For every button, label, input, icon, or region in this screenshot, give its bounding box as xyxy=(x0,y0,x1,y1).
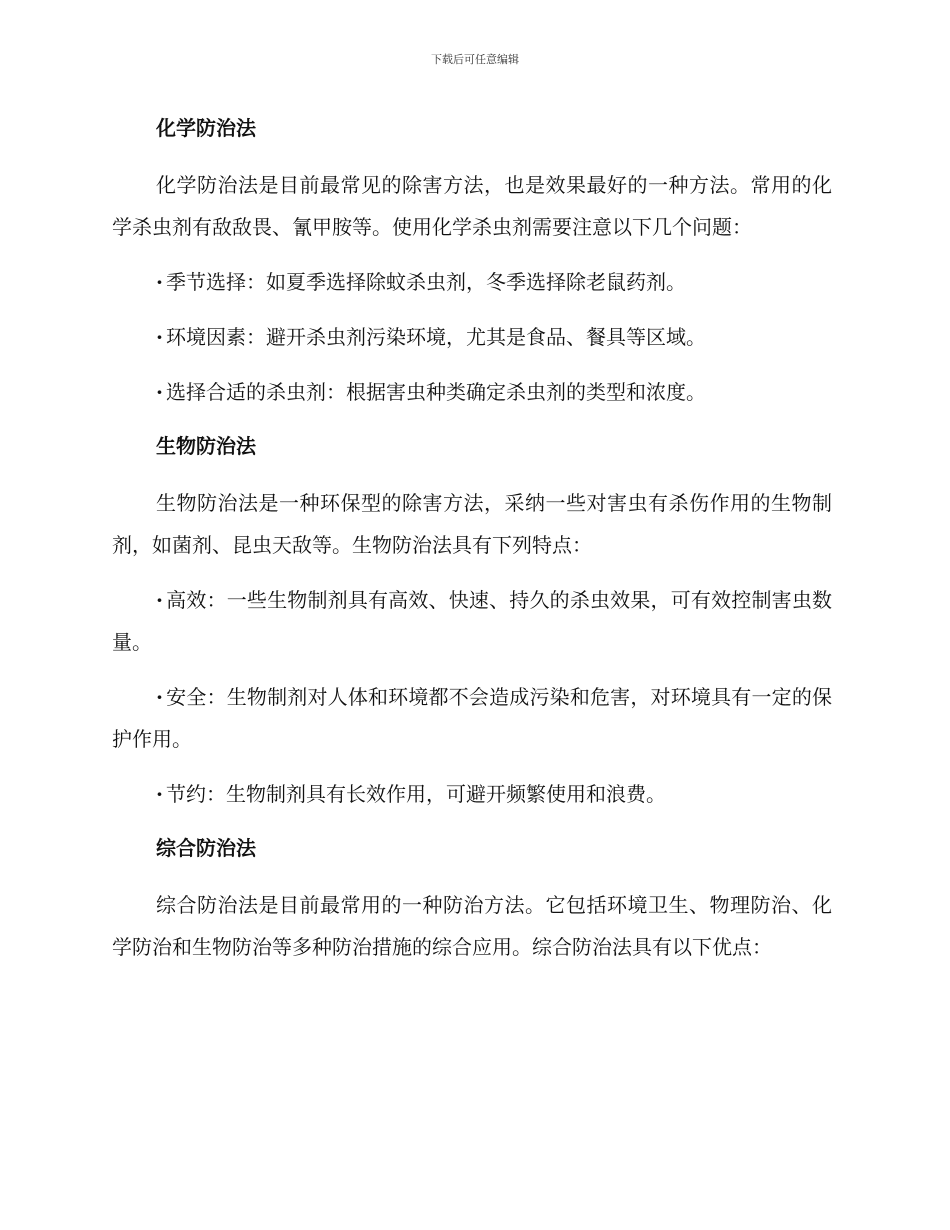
bullet-dot-icon: · xyxy=(156,782,163,806)
bullet-text: 季节选择：如夏季选择除蚊杀虫剂，冬季选择除老鼠药剂。 xyxy=(166,270,686,294)
bullet-dot-icon: · xyxy=(156,685,163,709)
bullet-item xyxy=(112,676,832,760)
bullet-item xyxy=(112,316,832,358)
bullet-text: 安全：生物制剂对人体和环境都不会造成污染和危害，对环境具有一定的保护作用。 xyxy=(112,685,832,751)
bullet-dot-icon: · xyxy=(156,270,163,294)
section-heading-biological: 生物防治法 xyxy=(156,434,256,458)
bullet-item xyxy=(112,261,832,303)
section-paragraph-integrated: 综合防治法是目前最常用的一种防治方法。它包括环境卫生、物理防治、化学防治和生物防治等多种防治措施的综合应用。综合防治法具有以下优点： xyxy=(112,893,832,959)
bullet-text: 环境因素：避开杀虫剂污染环境，尤其是食品、餐具等区域。 xyxy=(166,325,706,349)
document-body xyxy=(112,108,832,981)
section-paragraph-chemical: 化学防治法是目前最常见的除害方法，也是效果最好的一种方法。常用的化学杀虫剂有敌敌畏、氰甲胺等。使用化学杀虫剂需要注意以下几个问题： xyxy=(112,173,832,239)
bullet-dot-icon: · xyxy=(156,380,163,404)
bullet-item xyxy=(112,773,832,815)
section-paragraph-biological: 生物防治法是一种环保型的除害方法，采纳一些对害虫有杀伤作用的生物制剂，如菌剂、昆虫天敌等。生物防治法具有下列特点： xyxy=(112,491,832,557)
bullet-item xyxy=(112,371,832,413)
page-header-note: 下载后可任意编辑 xyxy=(431,53,519,66)
bullet-item xyxy=(112,579,832,663)
bullet-text: 高效：一些生物制剂具有高效、快速、持久的杀虫效果，可有效控制害虫数量。 xyxy=(112,588,832,654)
bullet-dot-icon: · xyxy=(156,588,163,612)
bullet-text: 选择合适的杀虫剂：根据害虫种类确定杀虫剂的类型和浓度。 xyxy=(166,380,706,404)
bullet-dot-icon: · xyxy=(156,325,163,349)
section-heading-integrated: 综合防治法 xyxy=(156,836,256,860)
section-heading-chemical: 化学防治法 xyxy=(156,116,256,140)
bullet-text: 节约：生物制剂具有长效作用，可避开频繁使用和浪费。 xyxy=(166,782,666,806)
